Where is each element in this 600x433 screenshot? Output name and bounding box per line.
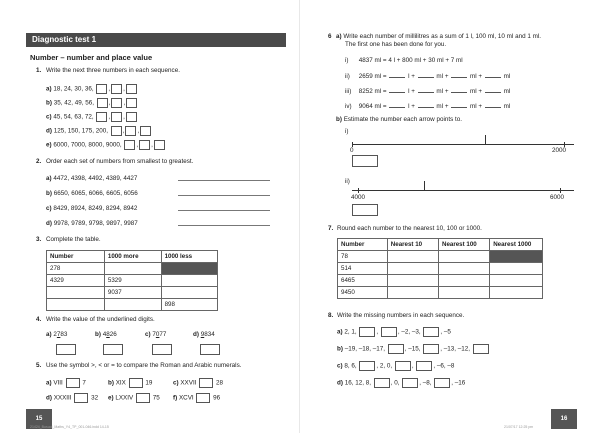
table-cell: 5329 xyxy=(104,275,161,287)
q8a: a) 2, 1, , , –2, –3, , –5 xyxy=(337,328,451,336)
q1d: d) 125, 150, 175, 200, , , xyxy=(46,126,152,136)
line2-end: 6000 xyxy=(550,194,565,201)
answer-box[interactable] xyxy=(352,155,378,167)
section-title: Number – number and place value xyxy=(30,53,153,62)
q6a-text2: The first one has been done for you. xyxy=(345,41,447,48)
answer-box[interactable] xyxy=(152,344,172,355)
line1-label: i) xyxy=(345,128,349,135)
q6a-iii: iii) 8252 ml = l + ml + ml + ml xyxy=(345,88,511,95)
line1-end: 2000 xyxy=(552,147,567,154)
q2-text: Order each set of numbers from smallest to greatest. xyxy=(46,158,194,165)
answer-box[interactable] xyxy=(111,84,122,94)
underlined-digit: 9 xyxy=(200,331,205,338)
q2-number: 2. xyxy=(36,158,42,165)
answer-box[interactable] xyxy=(126,84,137,94)
q8-text: Write the missing numbers in each sequence. xyxy=(337,312,465,319)
th-number: Number xyxy=(338,239,388,251)
th-nearest-1000: Nearest 1000 xyxy=(490,239,543,251)
number-line-2 xyxy=(352,190,574,191)
q4-text: Write the value of the underlined digits. xyxy=(46,316,155,323)
shaded-cell xyxy=(161,263,217,275)
answer-box[interactable] xyxy=(124,140,135,150)
table-cell: 9450 xyxy=(338,287,388,299)
table-cell: 278 xyxy=(47,263,105,275)
symbol-box[interactable] xyxy=(136,393,150,403)
q8-number: 8. xyxy=(328,312,334,319)
symbol-box[interactable] xyxy=(196,393,210,403)
q5d: d) XXXIII 32 xyxy=(46,394,99,402)
answer-box[interactable] xyxy=(103,344,123,355)
answer-box[interactable] xyxy=(359,327,375,337)
page-number-right: 16 xyxy=(551,409,577,429)
q6a-ii: ii) 2659 ml = l + ml + ml + ml xyxy=(345,73,511,80)
table-cell[interactable] xyxy=(47,287,105,299)
th-number: Number xyxy=(47,251,105,263)
q7-number: 7. xyxy=(328,225,334,232)
table-cell[interactable] xyxy=(387,263,438,275)
th-1000-less: 1000 less xyxy=(161,251,217,263)
line2-label: ii) xyxy=(345,178,350,185)
q8d: d) 16, 12, 8, , 0, , –8, , –16 xyxy=(337,379,466,387)
page-number-left: 15 xyxy=(26,409,52,429)
answer-box[interactable] xyxy=(126,98,137,108)
th-1000-more: 1000 more xyxy=(104,251,161,263)
line2-start: 4000 xyxy=(351,194,366,201)
q1-number: 1. xyxy=(36,67,42,74)
answer-box[interactable] xyxy=(96,84,107,94)
answer-box[interactable] xyxy=(111,98,122,108)
table-cell[interactable] xyxy=(438,263,489,275)
tick xyxy=(358,188,359,193)
answer-box[interactable] xyxy=(374,378,390,388)
q2d: d) 9978, 9789, 9798, 9897, 9987 xyxy=(46,220,138,227)
q2c: c) 8429, 8924, 8249, 8294, 8942 xyxy=(46,205,138,212)
arrow-pointer xyxy=(485,135,486,145)
q1c: c) 45, 54, 63, 72, , , xyxy=(46,112,138,122)
answer-box[interactable] xyxy=(359,361,375,371)
tick xyxy=(560,188,561,193)
answer-line[interactable] xyxy=(178,180,270,181)
q5c: c) XXVII 28 xyxy=(173,379,223,387)
answer-box[interactable] xyxy=(111,126,122,136)
table-cell[interactable] xyxy=(47,299,105,311)
table-cell[interactable] xyxy=(161,287,217,299)
th-nearest-100: Nearest 100 xyxy=(438,239,489,251)
q5a: a) VIII 7 xyxy=(46,379,86,387)
q3-text: Complete the table. xyxy=(46,236,101,243)
test-header: Diagnostic test 1 xyxy=(26,33,286,47)
answer-box[interactable] xyxy=(388,344,404,354)
table-cell[interactable] xyxy=(438,287,489,299)
q4b: b) 4826 xyxy=(95,331,117,338)
q6a-i: i) 4837 ml = 4 l + 800 ml + 30 ml + 7 ml xyxy=(345,57,463,64)
answer-box[interactable] xyxy=(416,361,432,371)
q2a: a) 4472, 4398, 4492, 4389, 4427 xyxy=(46,175,138,182)
q1a: a) 18, 24, 30, 36, , , xyxy=(46,84,138,94)
answer-box[interactable] xyxy=(97,98,108,108)
q3-number: 3. xyxy=(36,236,42,243)
answer-box[interactable] xyxy=(395,361,411,371)
q7-table xyxy=(337,238,543,299)
table-cell[interactable] xyxy=(490,263,543,275)
table-cell[interactable] xyxy=(387,251,438,263)
q6b-text: b) Estimate the number each arrow points to. xyxy=(336,116,463,123)
answer-box[interactable] xyxy=(352,204,378,216)
q7-text: Round each number to the nearest 10, 100 or 1000. xyxy=(337,225,482,232)
q4-number: 4. xyxy=(36,316,42,323)
table-cell[interactable] xyxy=(104,299,161,311)
footer-left: 21424_Busuol_Maths_Y4_TP_001-046.indd 14-15 xyxy=(30,425,109,429)
shaded-cell xyxy=(490,251,543,263)
answer-line[interactable] xyxy=(178,210,270,211)
answer-box[interactable] xyxy=(126,112,137,122)
table-cell: 6465 xyxy=(338,275,388,287)
answer-box[interactable] xyxy=(200,344,220,355)
arrow-pointer xyxy=(424,181,425,191)
answer-box[interactable] xyxy=(140,126,151,136)
table-cell: 898 xyxy=(161,299,217,311)
symbol-box[interactable] xyxy=(66,378,80,388)
table-cell[interactable] xyxy=(387,275,438,287)
answer-box[interactable] xyxy=(473,344,489,354)
table-cell: 9037 xyxy=(104,287,161,299)
footer-right: 21/07/17 12:25 pm xyxy=(504,425,534,429)
table-cell[interactable] xyxy=(438,275,489,287)
q4a: a) 2783 xyxy=(46,331,68,338)
answer-box[interactable] xyxy=(423,327,439,337)
underlined-digit: 0 xyxy=(155,331,160,338)
th-nearest-10: Nearest 10 xyxy=(387,239,438,251)
q5b: b) XIX 19 xyxy=(108,379,153,387)
q8c: c) 8, 6, , 2, 0, , , –6, –8 xyxy=(337,362,455,370)
table-cell[interactable] xyxy=(490,287,543,299)
q6a-text: a) Write each number of millilitres as a sum of 1 l, 100 ml, 10 ml and 1 ml. xyxy=(336,33,541,40)
answer-box[interactable] xyxy=(434,378,450,388)
table-cell[interactable] xyxy=(387,287,438,299)
q4d: d) 9834 xyxy=(193,331,215,338)
symbol-box[interactable] xyxy=(199,378,213,388)
q1e: e) 6000, 7000, 8000, 9000, , , xyxy=(46,140,166,150)
answer-box[interactable] xyxy=(402,378,418,388)
q6a-iv: iv) 9064 ml = l + ml + ml + ml xyxy=(345,103,511,110)
q4c: c) 7077 xyxy=(145,331,167,338)
page-gutter xyxy=(299,0,300,433)
q1b: b) 35, 42, 49, 56, , , xyxy=(46,98,138,108)
answer-box[interactable] xyxy=(381,327,397,337)
table-cell[interactable] xyxy=(161,275,217,287)
symbol-box[interactable] xyxy=(129,378,143,388)
number-line-1 xyxy=(352,144,574,145)
answer-box[interactable] xyxy=(139,140,150,150)
q8b: b) –19, –18, –17, , –15, , –13, –12, xyxy=(337,344,490,354)
answer-box[interactable] xyxy=(125,126,136,136)
q5-text: Use the symbol >, < or = to compare the Roman and Arabic numerals. xyxy=(46,362,242,369)
table-cell: 4329 xyxy=(47,275,105,287)
q5-number: 5. xyxy=(36,362,42,369)
table-cell[interactable] xyxy=(438,251,489,263)
table-cell: 514 xyxy=(338,263,388,275)
q2b: b) 6650, 6065, 6066, 6605, 6056 xyxy=(46,190,138,197)
line1-start: 0 xyxy=(350,147,354,154)
table-cell[interactable] xyxy=(104,263,161,275)
q3-table xyxy=(46,250,218,311)
q5f: f) XCVI 96 xyxy=(173,394,221,402)
table-cell: 78 xyxy=(338,251,388,263)
answer-line[interactable] xyxy=(178,225,270,226)
answer-line[interactable] xyxy=(178,195,270,196)
underlined-digit: 7 xyxy=(56,331,61,338)
answer-box[interactable] xyxy=(154,140,165,150)
table-cell[interactable] xyxy=(490,275,543,287)
answer-box[interactable] xyxy=(423,344,439,354)
answer-box[interactable] xyxy=(56,344,76,355)
q5e: e) LXXIV 75 xyxy=(108,394,160,402)
symbol-box[interactable] xyxy=(74,393,88,403)
answer-box[interactable] xyxy=(96,112,107,122)
q1-text: Write the next three numbers in each sequence. xyxy=(46,67,180,74)
underlined-digit: 8 xyxy=(106,331,110,338)
q6-number: 6 xyxy=(328,33,332,40)
answer-box[interactable] xyxy=(111,112,122,122)
